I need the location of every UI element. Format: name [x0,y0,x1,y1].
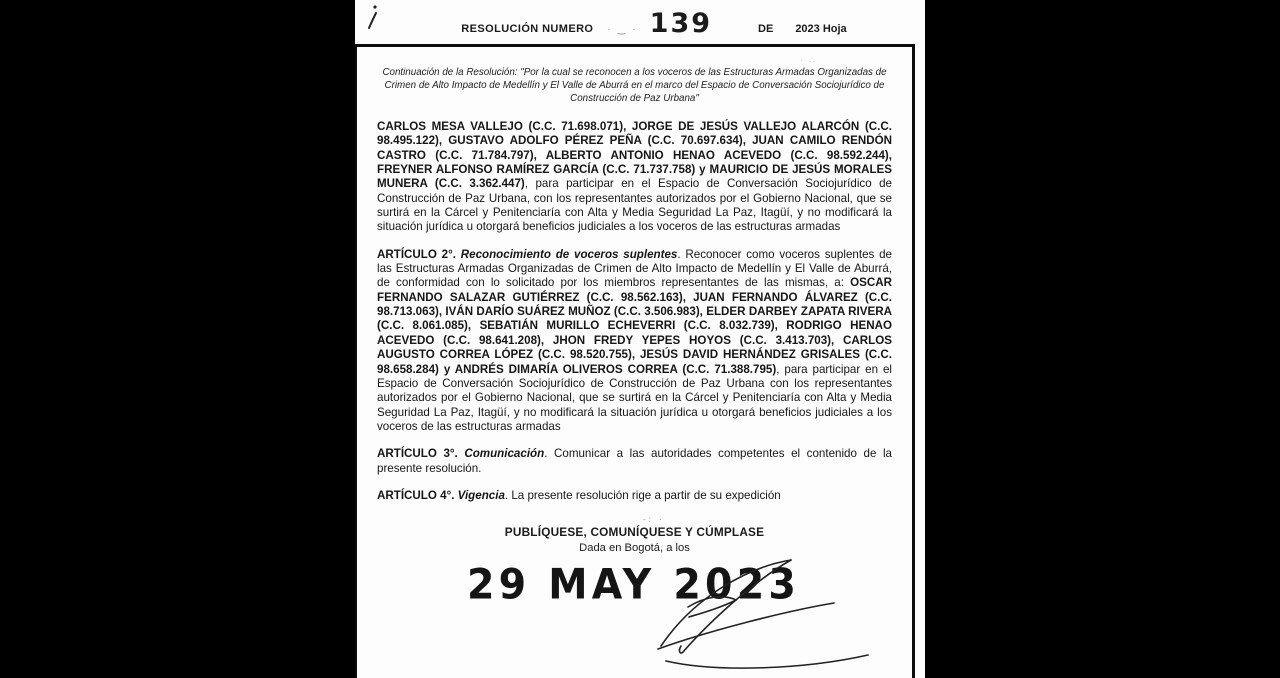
page-header [355,0,925,44]
resolution-header-line [369,8,939,39]
pen-marks: · ‿ · [607,24,638,35]
year-page-label: 2023 Hoja [795,23,847,35]
paragraph-segment: . Comunicar a las autoridades competentes el contenido de la presente resolución. [377,447,892,475]
date-stamp: 29 MAY 2023 [467,560,801,609]
resolution-title-label: RESOLUCIÓN NUMERO [461,23,594,35]
paragraph-segment: Comunicación [464,447,545,461]
document-page [355,0,925,678]
paragraph-segment: OSCAR FERNANDO SALAZAR GUTIÉRREZ (C.C. 98.562.163), JUAN FERNANDO ÁLVAREZ (C.C. 98.713.063), IVÁN DARÍO SUÁREZ MUÑOZ (C.C. 3.506.983), ELDER DARBEY ZAPATA RIVERA (C.C. 8.061.085), SEBATIÁN MURILLO ECHEVERRI (C.C. 8.032.739), RODRIGO HENAO ACEVEDO (C.C. 98.641.208), JHON FREDY YEPES HOYOS (C.C. 3.413.703), CARLOS AUGUSTO CORREA LÓPEZ (C.C. 98.520.755), JESÚS DAVID HERNÁNDEZ GRISALES (C.C. 98.658.284) y ANDRÉS DIMARÍA OLIVEROS CORREA (C.C. 71.388.795) [377,276,892,376]
content-box [355,44,915,678]
document-body [377,120,892,503]
paragraph-segment: CARLOS MESA VALLEJO (C.C. 71.698.071), JORGE DE JESÚS VALLEJO ALARCÓN (C.C. 98.495.122), GUSTAVO ADOLFO PÉREZ PEÑA (C.C. 70.697.634), JUAN CAMILO RENDÓN CASTRO (C.C. 71.784.797), ALBERTO ANTONIO HENAO ACEVEDO (C.C. 98.592.244), FREYNER ALFONSO RAMÍREZ GARCÍA (C.C. 71.737.758) y MAURICIO DE JESÚS MORALES MUNERA (C.C. 3.362.447) [377,120,892,191]
publish-line: PUBLÍQUESE, COMUNÍQUESE Y CÚMPLASE [504,525,765,539]
paragraph-segment: Vigencia [457,488,505,502]
faint-pen-mark: -: · [643,515,665,524]
paragraph-segment: ARTÍCULO 3°. [377,447,465,461]
paragraph-segment: , para participar en el Espacio de Conversación Sociojurídico de Construcción de Paz Urbana con los representantes autorizados por el Gobierno Nacional, que se surtirá en la Cárcel y Penitenciaría con Alta y Media Seguridad La Paz, Itagüí, y no modificará la situación jurídica u otorgará beneficios judiciales a los voceros de las estructuras armadas [377,362,892,433]
resolution-number: 139 [649,8,713,39]
of-label: DE [758,23,774,35]
paragraph-segment: ARTÍCULO 2°. [377,247,461,261]
paragraph-segment: . Reconocer como voceros suplentes de las Estructuras Armadas Organizadas de Crimen de Alto Impacto de Medellín y El Valle de Aburrá, de conformidad con lo solicitado por los miembros representantes de las mismas, a: [377,247,892,290]
paragraph-segment: Reconocimiento de voceros suplentes [460,247,678,261]
article-paragraph [377,248,892,434]
place-line: Dada en Bogotá, a los [579,542,690,554]
article-paragraph [377,447,892,476]
paragraph-segment: ARTÍCULO 4°. [377,488,458,502]
continuation-note: Continuación de la Resolución: "Por la cual se reconocen a los voceros de las Estructuras Armadas Organizadas de Crimen de Alto Impacto de Medellín y El Valle de Aburrá en el marco del Espacio de Conversación Sociojurídico de Construcción de Paz Urbana" [382,67,887,104]
paragraph-segment: , para participar en el Espacio de Conversación Sociojurídico de Construcción de Paz Urbana, con los representantes autorizados por el Gobierno Nacional, que se surtirá en la Cárcel y Penitenciaría con Alta y Media Seguridad La Paz, Itagüí, y no modificará la situación jurídica u otorgará beneficios judiciales a los voceros de las estructuras armadas [377,177,892,234]
article-paragraph [377,120,892,235]
article-paragraph [377,489,892,503]
ink-smudge: · ∴ [799,55,817,65]
closing-block [357,525,912,554]
paragraph-segment: . La presente resolución rige a partir de su expedición [504,488,781,502]
signature-flourish-icon [636,551,876,678]
